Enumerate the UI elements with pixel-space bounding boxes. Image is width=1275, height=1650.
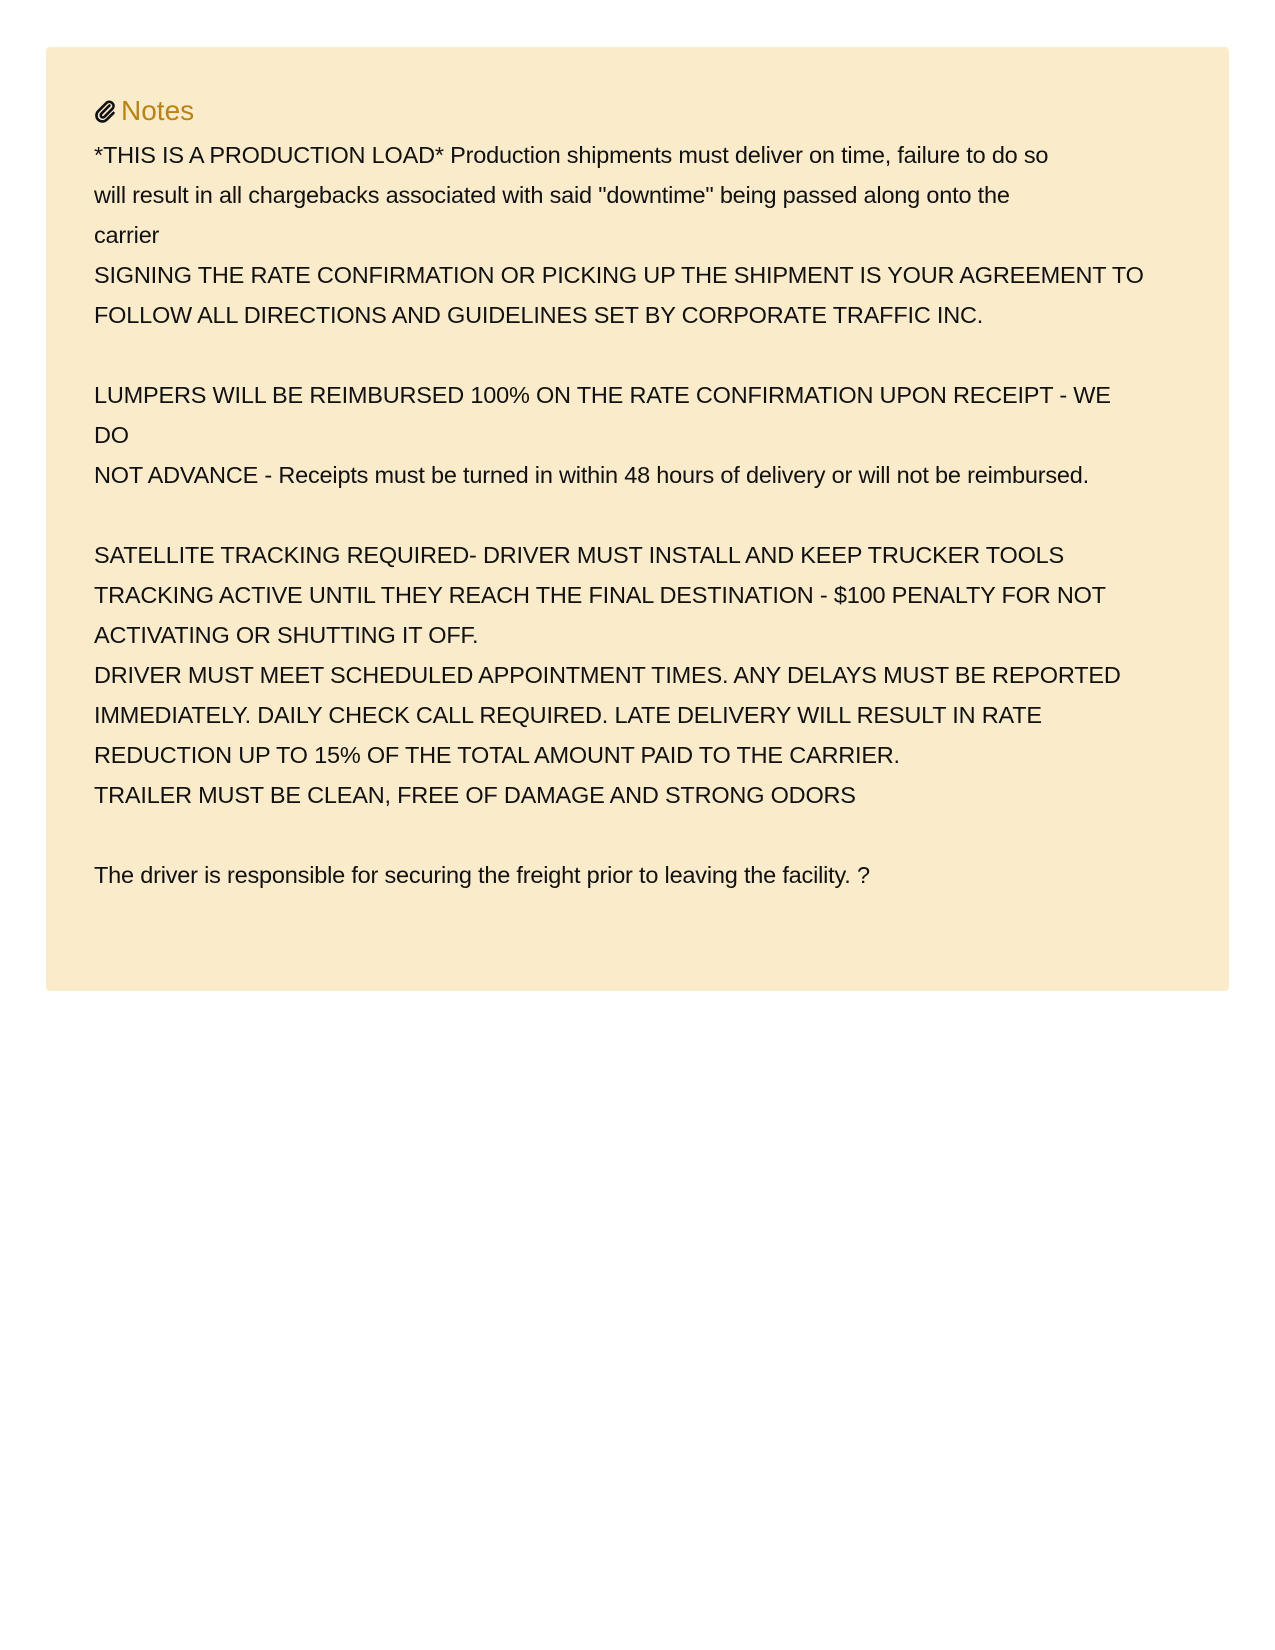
notes-blank-line: [94, 815, 1183, 855]
notes-blank-line: [94, 495, 1183, 535]
notes-line: DO: [94, 422, 129, 448]
notes-line: DRIVER MUST MEET SCHEDULED APPOINTMENT TIMES. ANY DELAYS MUST BE REPORTED: [94, 662, 1121, 688]
notes-line: TRACKING ACTIVE UNTIL THEY REACH THE FINAL DESTINATION - $100 PENALTY FOR NOT: [94, 582, 1106, 608]
notes-title: Notes: [121, 95, 195, 126]
notes-line: ACTIVATING OR SHUTTING IT OFF.: [94, 622, 479, 648]
notes-blank-line: [94, 335, 1183, 375]
notes-line: SIGNING THE RATE CONFIRMATION OR PICKING UP THE SHIPMENT IS YOUR AGREEMENT TO: [94, 262, 1144, 288]
notes-line: The driver is responsible for securing the freight prior to leaving the facility. ?: [94, 862, 870, 888]
notes-body: [94, 135, 1183, 895]
notes-line: FOLLOW ALL DIRECTIONS AND GUIDELINES SET BY CORPORATE TRAFFIC INC.: [94, 302, 984, 328]
notes-line: will result in all chargebacks associated with said "downtime" being passed along onto the: [94, 182, 1010, 208]
notes-line: carrier: [94, 222, 160, 248]
paperclip-icon: [94, 98, 116, 124]
notes-line: REDUCTION UP TO 15% OF THE TOTAL AMOUNT PAID TO THE CARRIER.: [94, 742, 900, 768]
notes-line: *THIS IS A PRODUCTION LOAD* Production shipments must deliver on time, failure to do so: [94, 142, 1049, 168]
notes-header: [94, 95, 1183, 127]
notes-line: IMMEDIATELY. DAILY CHECK CALL REQUIRED. LATE DELIVERY WILL RESULT IN RATE: [94, 702, 1042, 728]
notes-line: SATELLITE TRACKING REQUIRED- DRIVER MUST INSTALL AND KEEP TRUCKER TOOLS: [94, 542, 1064, 568]
notes-line: LUMPERS WILL BE REIMBURSED 100% ON THE RATE CONFIRMATION UPON RECEIPT - WE: [94, 382, 1111, 408]
notes-line: TRAILER MUST BE CLEAN, FREE OF DAMAGE AND STRONG ODORS: [94, 782, 856, 808]
notes-panel: [46, 47, 1229, 991]
notes-line: NOT ADVANCE - Receipts must be turned in within 48 hours of delivery or will not be reimbursed.: [94, 462, 1089, 488]
